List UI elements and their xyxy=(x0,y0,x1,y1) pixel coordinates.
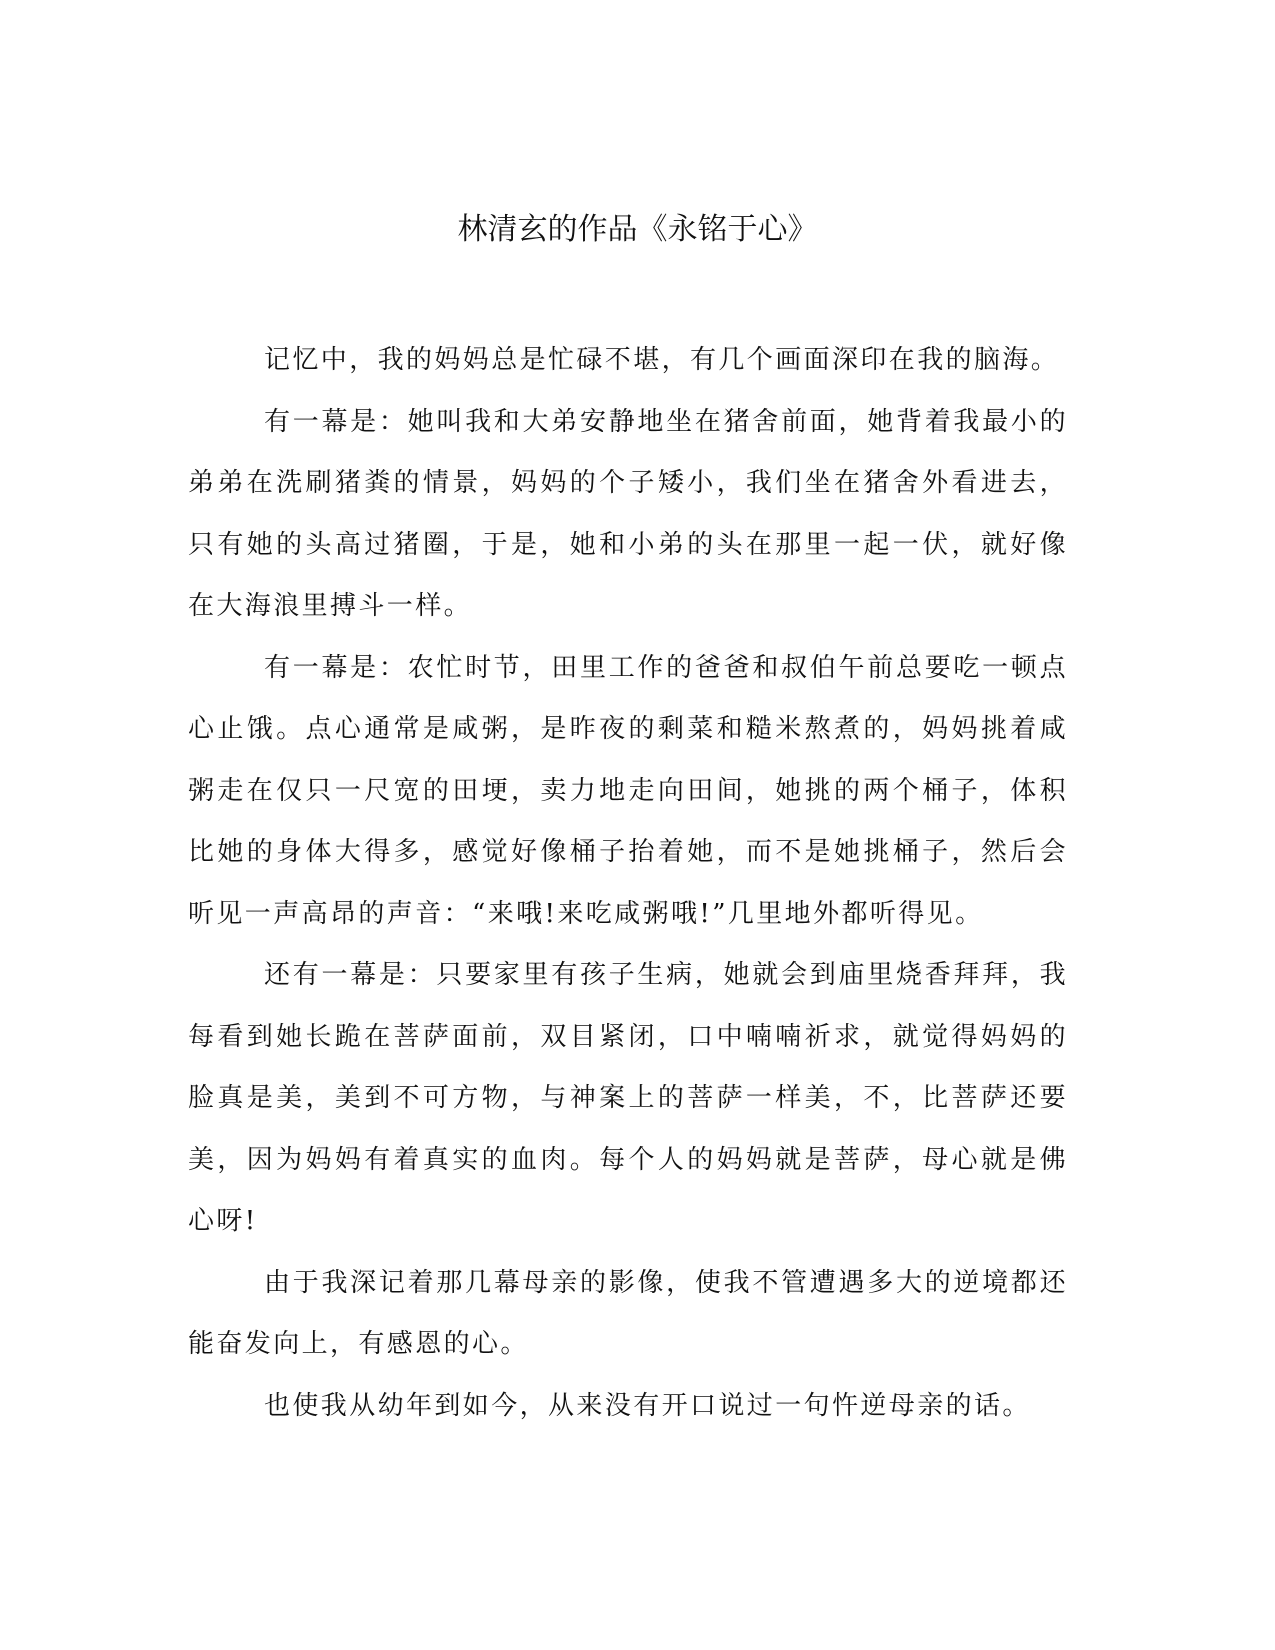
paragraph: 有一幕是：她叫我和大弟安静地坐在猪舍前面，她背着我最小的弟弟在洗刷猪粪的情景，妈妈的个子矮小，我们坐在猪舍外看进去，只有她的头高过猪圈，于是，她和小弟的头在那里一起一伏，就好像在大海浪里搏斗一样。 xyxy=(188,406,1068,621)
paragraph: 还有一幕是：只要家里有孩子生病，她就会到庙里烧香拜拜，我每看到她长跪在菩萨面前，双目紧闭，口中喃喃祈求，就觉得妈妈的脸真是美，美到不可方物，与神案上的菩萨一样美，不，比菩萨还要美，因为妈妈有着真实的血肉。每个人的妈妈就是菩萨，母心就是佛心呀! xyxy=(188,960,1068,1236)
document-body xyxy=(188,330,1068,1437)
paragraph: 由于我深记着那几幕母亲的影像，使我不管遭遇多大的逆境都还能奋发向上，有感恩的心。 xyxy=(188,1267,1068,1359)
document-title: 林清玄的作品《永铭于心》 xyxy=(457,212,818,247)
paragraph: 有一幕是：农忙时节，田里工作的爸爸和叔伯午前总要吃一顿点心止饿。点心通常是咸粥，是昨夜的剩菜和糙米熬煮的，妈妈挑着咸粥走在仅只一尺宽的田埂，卖力地走向田间，她挑的两个桶子，体积比她的身体大得多，感觉好像桶子抬着她，而不是她挑桶子，然后会听见一声高昂的声音：“来哦!来吃咸粥哦!”几里地外都听得见。 xyxy=(188,652,1068,929)
paragraph: 也使我从幼年到如今，从来没有开口说过一句忤逆母亲的话。 xyxy=(264,1390,1031,1421)
paragraph: 记忆中，我的妈妈总是忙碌不堪，有几个画面深印在我的脑海。 xyxy=(264,345,1060,375)
